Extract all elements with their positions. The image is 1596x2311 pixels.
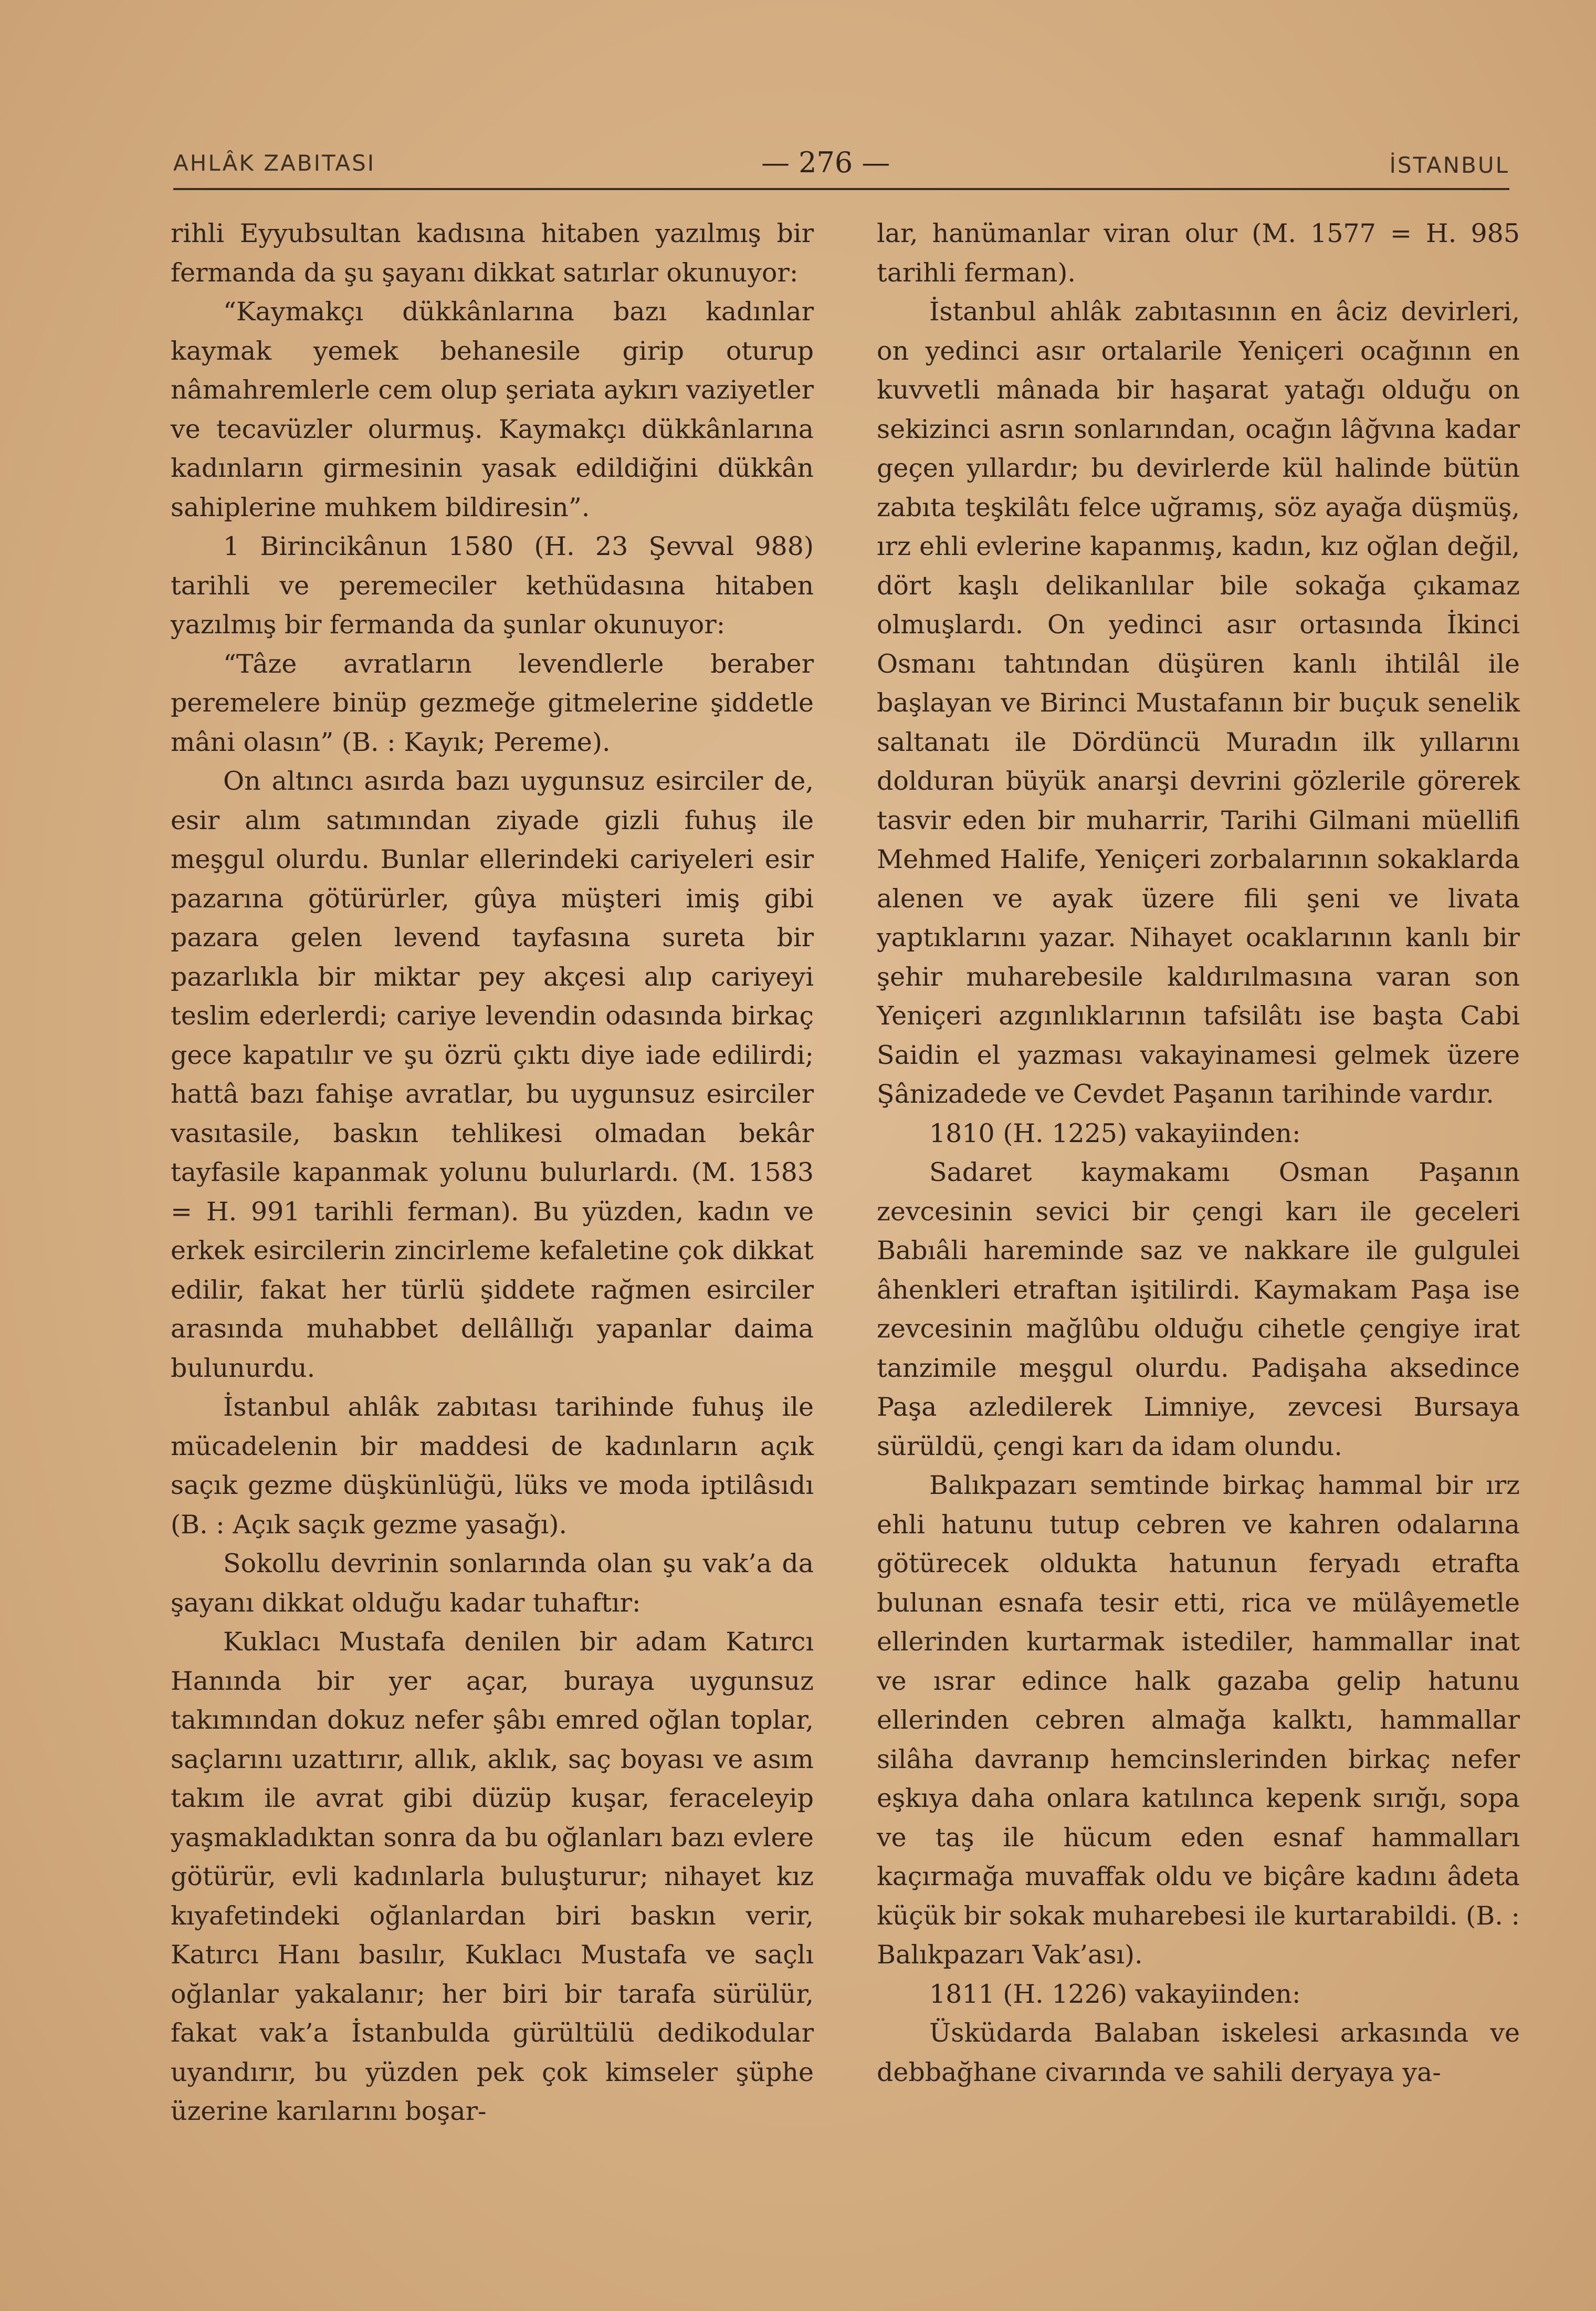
paragraph: Kuklacı Mustafa denilen bir adam Katırcı Hanında bir yer açar, buraya uygunsuz takımından dokuz nefer şâbı emred oğlan toplar, saçlarını uzattırır, allık, aklık, saç boyası ve asım takım ile avrat gibi düzüp kuşar, feraceleyip yaşmakladıktan sonra da bu oğlanları bazı evlere götürür, evli kadınlarla buluşturur; nihayet kız kıyafetindeki oğlanlardan biri baskın verir, Katırcı Hanı basılır, Kuklacı Mustafa ve saçlı oğlanlar yakalanır; her biri bir tarafa sürülür, fakat vak’a İstanbulda gürültülü dedikodular uyandırır, bu yüzden pek çok kimseler şüphe üzerine karılarını boşar- <box>171 1627 814 2126</box>
running-head <box>173 141 1509 183</box>
left-column <box>171 214 814 2131</box>
paragraph: rihli Eyyubsultan kadısına hitaben yazılmış bir fermanda da şu şayanı dikkat satırlar okunuyor: <box>171 218 814 288</box>
paragraph: İstanbul ahlâk zabıtası tarihinde fuhuş ile mücadelenin bir maddesi de kadınların açık saçık gezme düşkünlüğü, lüks ve moda iptilâsıdı (B. : Açık saçık gezme yasağı). <box>171 1392 814 1540</box>
paragraph: 1810 (H. 1225) vakayiinden: <box>929 1118 1301 1148</box>
right-column <box>877 214 1520 2092</box>
header-rule <box>173 188 1509 190</box>
paragraph: “Kaymakçı dükkânlarına bazı kadınlar kaymak yemek behanesile girip oturup nâmahremlerle cem olup şeriata aykırı vaziyetler ve tecavüzler olurmuş. Kaymakçı dükkânlarına kadınların girmesinin yasak edildiğini dükkân sahiplerine muhkem bildiresin”. <box>171 297 814 522</box>
page-number: — 276 — <box>761 146 890 179</box>
paragraph: lar, hanümanlar viran olur (M. 1577 = H. 985 tarihli ferman). <box>877 218 1520 288</box>
paragraph: “Tâze avratların levendlerle beraber peremelere binüp gezmeğe gitmelerine şiddetle mâni olasın” (B. : Kayık; Pereme). <box>171 649 814 757</box>
paragraph: Sokollu devrinin sonlarında olan şu vak’a da şayanı dikkat olduğu kadar tuhaftır: <box>171 1549 814 1618</box>
running-head-city: İSTANBUL <box>1389 152 1509 178</box>
paragraph: Balıkpazarı semtinde birkaç hammal bir ırz ehli hatunu tutup cebren ve kahren odalarına götürecek oldukta hatunun feryadı etrafta bulunan esnafa tesir etti, rica ve mülâyemetle ellerinden kurtarmak istediler, hammallar inat ve ısrar edince halk gazaba gelip hatunu ellerinden cebren almağa kalktı, hammallar silâha davranıp hemcinslerinden birkaç nefer eşkıya daha onlara katılınca kepenk sırığı, sopa ve taş ile hücum eden esnaf hammalları kaçırmağa muvaffak oldu ve biçâre kadını âdeta küçük bir sokak muharebesi ile kurtarabildi. (B. : Balıkpazarı Vak’ası). <box>877 1470 1520 1970</box>
paragraph: İstanbul ahlâk zabıtasının en âciz devirleri, on yedinci asır ortalarile Yeniçeri ocağının en kuvvetli mânada bir haşarat yatağı olduğu on sekizinci asrın sonlarından, ocağın lâğvına kadar geçen yıllardır; bu devirlerde kül halinde bütün zabıta teşkilâtı felce uğramış, söz ayağa düşmüş, ırz ehli evlerine kapanmış, kadın, kız oğlan değil, dört kaşlı delikanlılar bile sokağa çıkamaz olmuşlardı. On yedinci asır ortasında İkinci Osmanı tahtından düşüren kanlı ihtilâl ile başlayan ve Birinci Mustafanın bir buçuk senelik saltanatı ile Dördüncü Muradın ilk yıllarını dolduran büyük anarşi devrini gözlerile görerek tasvir eden bir muharrir, Tarihi Gilmani müellifi Mehmed Halife, Yeniçeri zorbalarının sokaklarda alenen ve ayak üzere fili şeni ve livata yaptıklarını yazar. Nihayet ocaklarının kanlı bir şehir muharebesile kaldırılmasına varan son Yeniçeri azgınlıklarının tafsilâtı ise başta Cabi Saidin el yazması vakayinamesi gelmek üzere Şânizadede ve Cevdet Paşanın tarihinde vardır. <box>877 297 1520 1109</box>
paragraph: Sadaret kaymakamı Osman Paşanın zevcesinin sevici bir çengi karı ile geceleri Babıâli hareminde saz ve nakkare ile gulgulei âhenkleri etraftan işitilirdi. Kaymakam Paşa ise zevcesinin mağlûbu olduğu cihetle çengiye irat tanzimile meşgul olurdu. Padişaha aksedince Paşa azledilerek Limniye, zevcesi Bursaya sürüldü, çengi karı da idam olundu. <box>877 1157 1520 1461</box>
paragraph: 1811 (H. 1226) vakayiinden: <box>929 1979 1301 2009</box>
running-head-title: AHLÂK ZABITASI <box>173 150 376 176</box>
paragraph: Üsküdarda Balaban iskelesi arkasında ve debbağhane civarında ve sahili deryaya ya- <box>877 2018 1520 2087</box>
paragraph: 1 Birincikânun 1580 (H. 23 Şevval 988) tarihli ve peremeciler kethüdasına hitaben yazılmış bir fermanda da şunlar okunuyor: <box>171 531 814 640</box>
paragraph: On altıncı asırda bazı uygunsuz esirciler de, esir alım satımından ziyade gizli fuhuş ile meşgul olurdu. Bunlar ellerindeki cariyeleri esir pazarına götürürler, gûya müşteri imiş gibi pazara gelen levend tayfasına sureta bir pazarlıkla bir miktar pey akçesi alıp cariyeyi teslim ederlerdi; cariye levendin odasında birkaç gece kapatılır ve şu özrü çıktı diye iade edilirdi; hattâ bazı fahişe avratlar, bu uygunsuz esirciler vasıtasile, baskın tehlikesi olmadan bekâr tayfasile kapanmak yolunu bulurlardı. (M. 1583 = H. 991 tarihli ferman). Bu yüzden, kadın ve erkek esircilerin zincirleme kefaletine çok dikkat edilir, fakat her türlü şiddete rağmen esirciler arasında muhabbet dellâllığı yapanlar daima bulunurdu. <box>171 766 814 1383</box>
